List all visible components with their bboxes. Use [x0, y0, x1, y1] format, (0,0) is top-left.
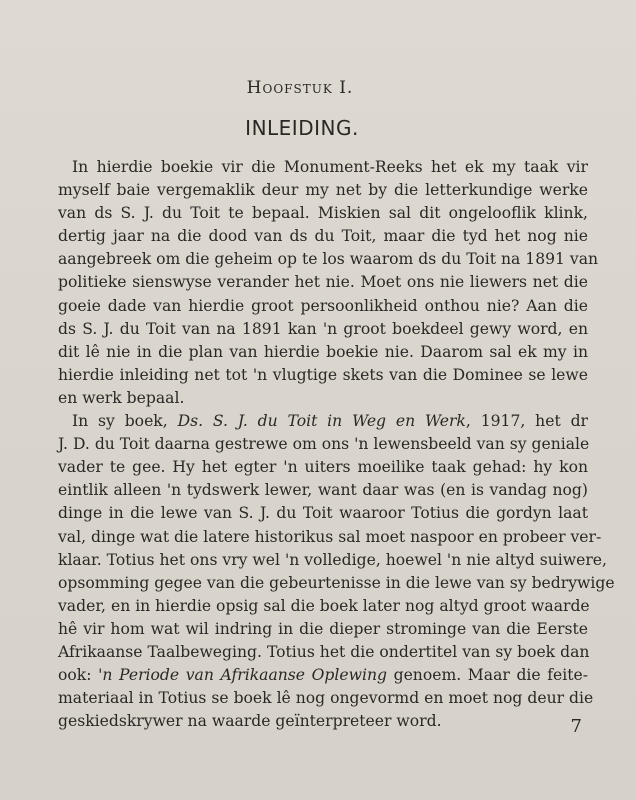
text-line: dertig jaar na die dood van ds du Toit, maar die tyd het nog nie: [58, 227, 588, 246]
text-line: aangebreek om die geheim op te los waarom ds du Toit na 1891 van: [58, 250, 599, 269]
book-title-italic: Ds. S. J. du Toit in Weg en Werk: [177, 412, 466, 431]
text-line: opsomming gegee van die gebeurtenisse in die lewe van sy bedrywige: [58, 573, 615, 592]
text-line: materiaal in Totius se boek lê nog ongevormd en moet nog deur die: [58, 689, 594, 708]
text-line: J. D. du Toit daarna gestrewe om ons 'n lewensbeeld van sy geniale: [58, 435, 590, 454]
page-number: 7: [570, 716, 582, 737]
text-line: [58, 664, 588, 687]
text-line: goeie dade van hierdie groot persoonlikheid onthou nie? Aan die: [58, 296, 588, 315]
text-line: val, dinge wat die latere historikus sal moet naspoor en probeer ver-: [58, 527, 602, 546]
text-line: [58, 410, 588, 433]
text-span: ook:: [58, 666, 99, 685]
text-line: klaar. Totius het ons vry wel 'n volledige, hoewel 'n nie altyd suiwere,: [58, 550, 607, 569]
paragraph-2: [58, 410, 615, 733]
text-line: dit lê nie in die plan van hierdie boekie nie. Daarom sal ek my in: [58, 342, 588, 361]
paragraph-1: [58, 156, 599, 410]
text-span: , 1917, het dr: [465, 412, 588, 431]
chapter-heading: Hoofstuk I.: [246, 78, 354, 98]
body-text: [58, 156, 615, 733]
text-line: vader, en in hierdie opsig sal die boek later nog altyd groot waarde: [58, 596, 590, 615]
page-title: INLEIDING.: [245, 116, 359, 140]
text-line: ds S. J. du Toit van na 1891 kan 'n groot boekdeel gewy word, en: [58, 319, 588, 338]
text-line: dinge in die lewe van S. J. du Toit waaroor Totius die gordyn laat: [58, 504, 588, 523]
text-line: van ds S. J. du Toit te bepaal. Miskien sal dit ongelooflik klink,: [58, 204, 588, 223]
text-span: genoem. Maar die feite-: [386, 666, 589, 685]
text-line: hierdie inleiding net tot 'n vlugtige skets van die Dominee se lewe: [58, 365, 588, 384]
text-span: In sy boek,: [72, 412, 178, 431]
text-line: geskiedskrywer na waarde geïnterpreteer word.: [58, 712, 442, 731]
subtitle-italic: 'n Periode van Afrikaanse Oplewing: [98, 666, 387, 685]
text-line: vader te gee. Hy het egter 'n uiters moeilike taak gehad: hy kon: [58, 458, 588, 477]
text-line: politieke sienswyse verander het nie. Moet ons nie liewers net die: [58, 273, 588, 292]
text-line: eintlik alleen 'n tydswerk lewer, want daar was (en is vandag nog): [58, 481, 588, 500]
text-line: Afrikaanse Taalbeweging. Totius het die ondertitel van sy boek dan: [58, 642, 590, 661]
text-line: hê vir hom wat wil indring in die dieper strominge van die Eerste: [58, 619, 588, 638]
text-line: myself baie vergemaklik deur my net by die letterkundige werke: [58, 181, 588, 200]
text-line: In hierdie boekie vir die Monument-Reeks het ek my taak vir: [72, 158, 588, 176]
text-line: en werk bepaal.: [58, 388, 185, 407]
